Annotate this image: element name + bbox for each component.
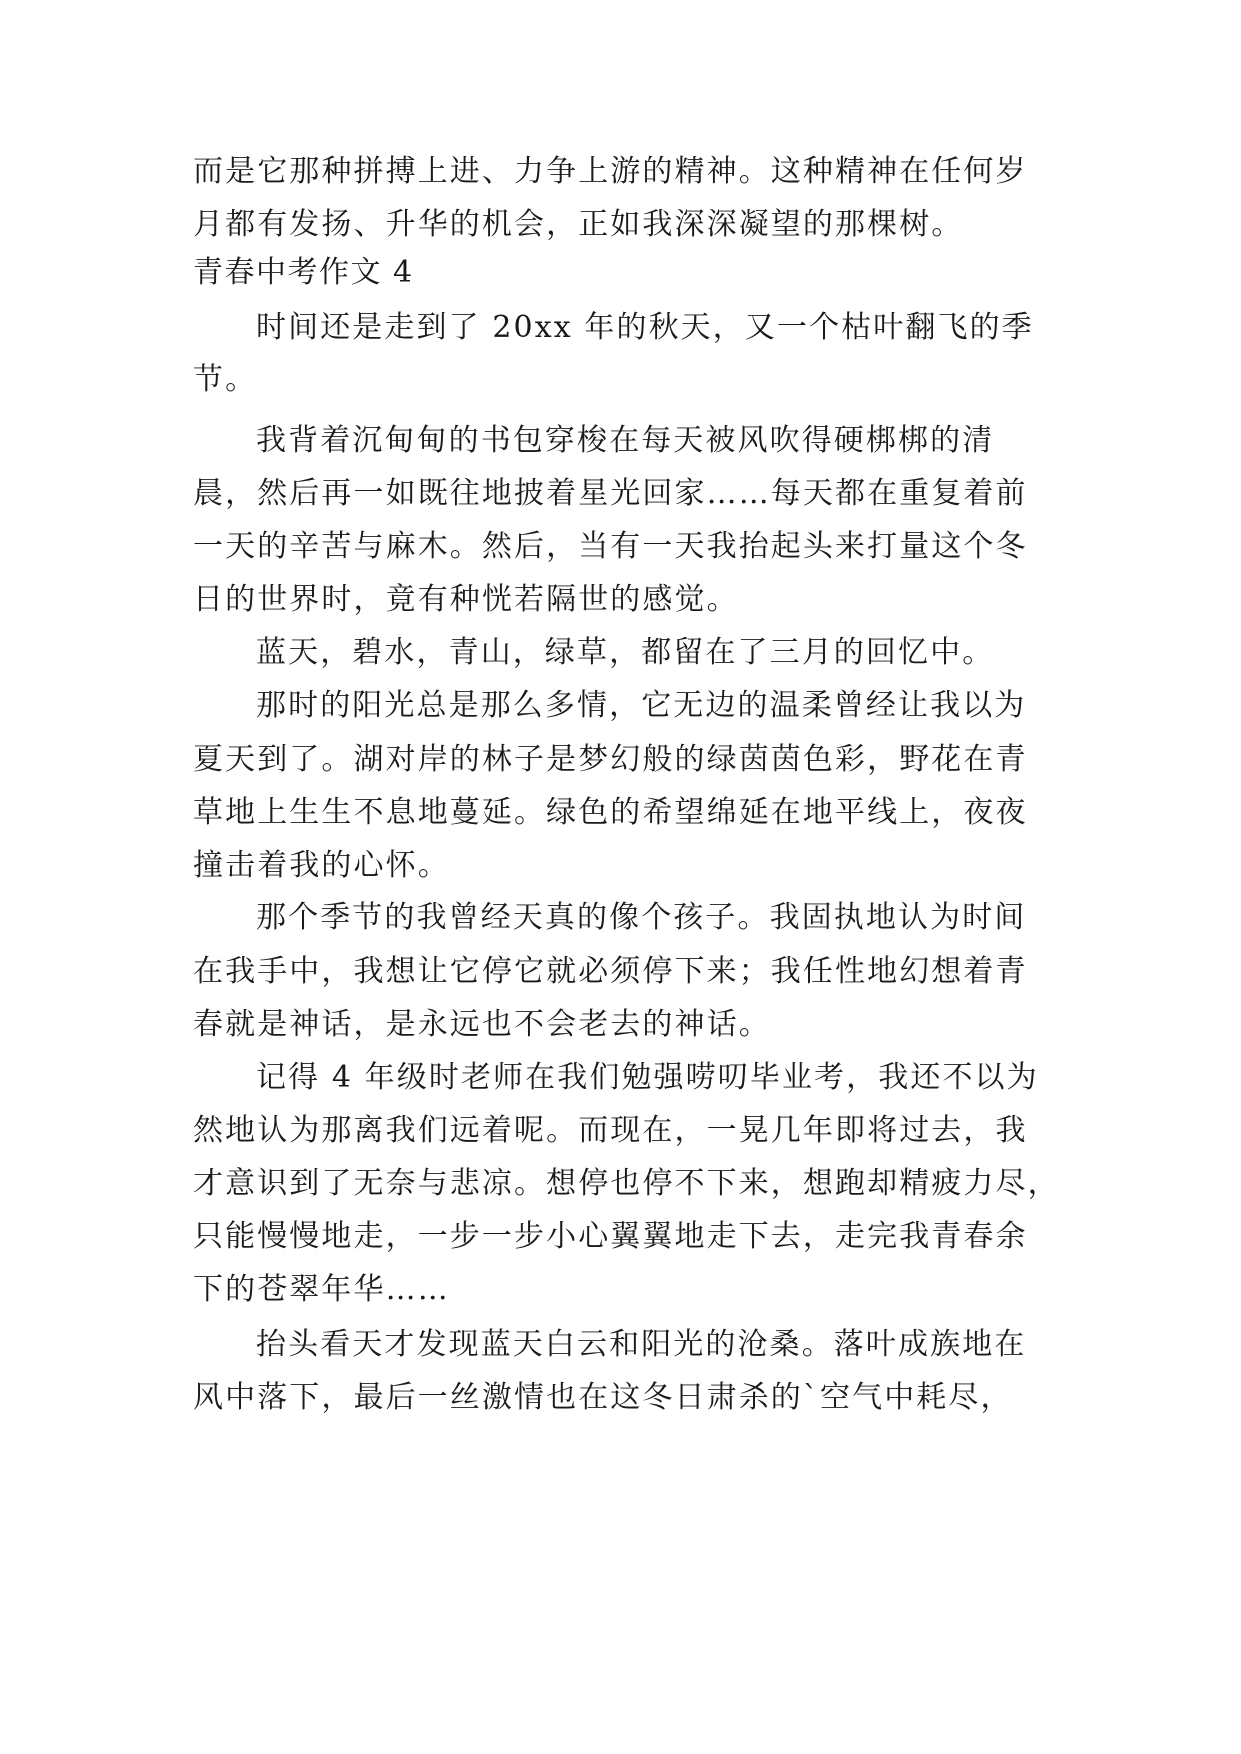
paragraph-first-line: 我背着沉甸甸的书包穿梭在每天被风吹得硬梆梆的清 (256, 423, 995, 458)
text-line: 在我手中，我想让它停它就必须停下来；我任性地幻想着青 (193, 954, 1028, 989)
text-line: 月都有发扬、升华的机会，正如我深深凝望的那棵树。 (193, 207, 964, 242)
paragraph-first-line: 那时的阳光总是那么多情，它无边的温柔曾经让我以为 (256, 688, 1027, 723)
text-line: 一天的辛苦与麻木。然后，当有一天我抬起头来打量这个冬 (193, 529, 1028, 564)
paragraph-first-line: 记得 4 年级时老师在我们勉强唠叨毕业考，我还不以为 (256, 1060, 1039, 1095)
text-line: 才意识到了无奈与悲凉。想停也停不下来，想跑却精疲力尽， (193, 1166, 1060, 1201)
text-line: 夏天到了。湖对岸的林子是梦幻般的绿茵茵色彩，野花在青 (193, 742, 1028, 777)
paragraph-first-line: 抬头看天才发现蓝天白云和阳光的沧桑。落叶成族地在 (256, 1327, 1027, 1362)
text-line: 下的苍翠年华…… (193, 1272, 450, 1307)
section-heading: 青春中考作文 4 (193, 255, 414, 290)
text-line: 晨，然后再一如既往地披着星光回家……每天都在重复着前 (193, 476, 1028, 511)
text-line: 日的世界时，竟有种恍若隔世的感觉。 (193, 582, 739, 617)
paragraph-first-line: 那个季节的我曾经天真的像个孩子。我固执地认为时间 (256, 900, 1027, 935)
text-line: 而是它那种拼搏上进、力争上游的精神。这种精神在任何岁 (193, 154, 1028, 189)
text-line: 只能慢慢地走，一步一步小心翼翼地走下去，走完我青春余 (193, 1219, 1028, 1254)
text-line: 风中落下，最后一丝激情也在这冬日肃杀的`空气中耗尽， (193, 1380, 1013, 1415)
text-line: 节。 (193, 362, 258, 397)
text-line: 春就是神话，是永远也不会老去的神话。 (193, 1007, 771, 1042)
text-line: 草地上生生不息地蔓延。绿色的希望绵延在地平线上，夜夜 (193, 795, 1028, 830)
paragraph-first-line: 蓝天，碧水，青山，绿草，都留在了三月的回忆中。 (256, 635, 995, 670)
paragraph-first-line: 时间还是走到了 20xx 年的秋天，又一个枯叶翻飞的季 (256, 310, 1034, 345)
text-line: 撞击着我的心怀。 (193, 848, 450, 883)
text-line: 然地认为那离我们远着呢。而现在，一晃几年即将过去，我 (193, 1113, 1028, 1148)
